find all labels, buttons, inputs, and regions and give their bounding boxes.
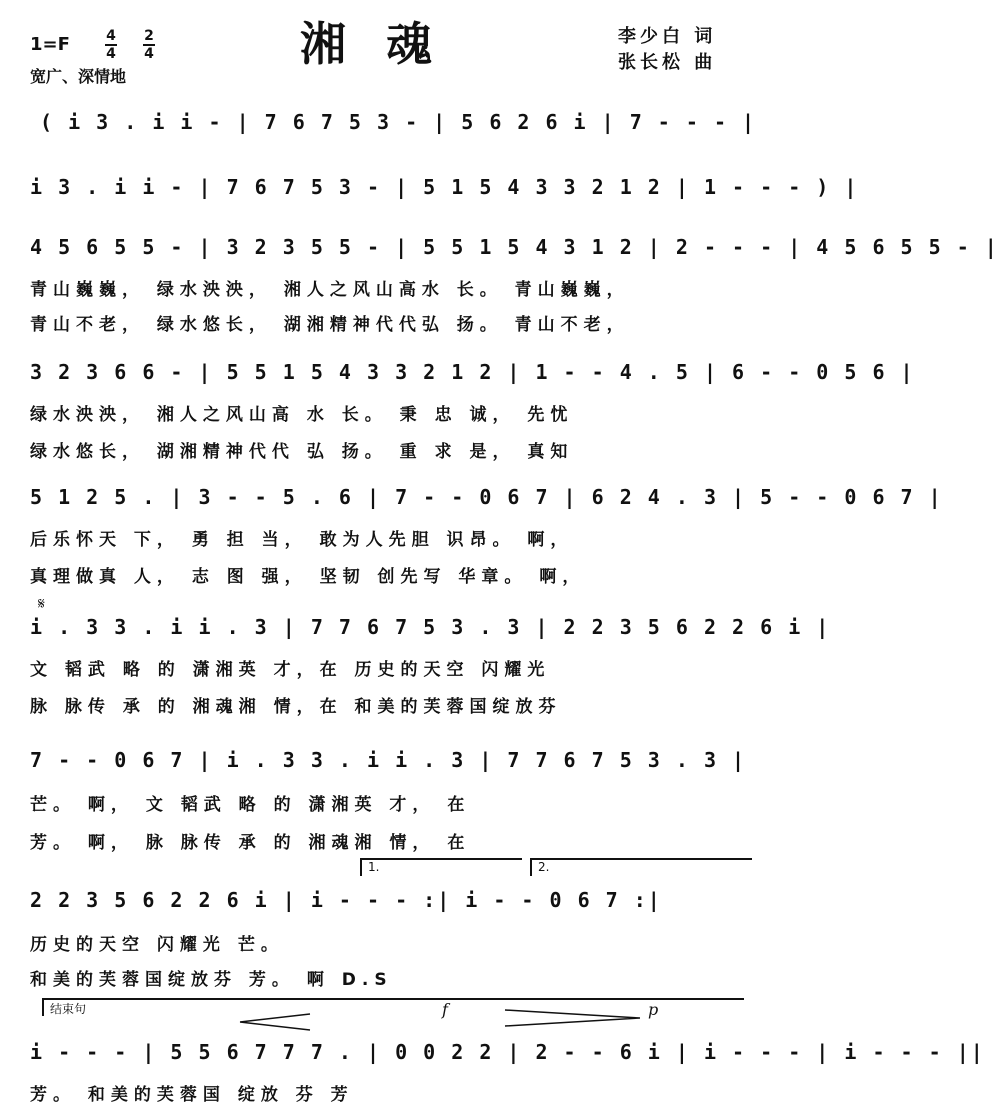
meter1-bottom: 4 — [106, 46, 116, 62]
dynamic-forte: f — [442, 1000, 448, 1019]
tempo-marking: 宽广、深情地 — [30, 67, 127, 86]
segno-sign: 𝄋 — [38, 594, 45, 613]
volta-bracket-1 — [360, 858, 522, 876]
lyrics-row-4-verse-2: 绿水悠长， 湖湘精神代代 弘 扬。 重 求 是， 真知 — [30, 442, 574, 462]
meter2-top: 2 — [144, 28, 154, 44]
time-signature — [105, 28, 155, 62]
notation-row-1: ( i 3 . i i - | 7 6 7 5 3 - | 5 6 2 6 i | 7 - - - | — [40, 110, 757, 134]
lyrics-row-4-verse-1: 绿水泱泱， 湘人之风山高 水 长。 秉 忠 诚， 先忧 — [30, 405, 574, 425]
dynamic-piano: p — [648, 1000, 659, 1019]
notation-row-2: i 3 . i i - | 7 6 7 5 3 - | 5 1 5 4 3 3 2 1 2 | 1 - - - ) | — [30, 175, 859, 199]
crescendo-hairpin — [240, 1014, 310, 1030]
dynamics-hairpins — [240, 1000, 760, 1040]
lyricist-credit: 李少白 词 — [618, 26, 717, 47]
meter2-bottom: 4 — [144, 46, 154, 62]
lyrics-row-7-verse-1: 芒。 啊， 文 韬武 略 的 潇湘英 才， 在 — [30, 795, 471, 815]
lyrics-row-7-verse-2: 芳。 啊， 脉 脉传 承 的 湘魂湘 情， 在 — [30, 833, 471, 853]
notation-row-6: i . 3 3 . i i . 3 | 7 7 6 7 5 3 . 3 | 2 2 3 5 6 2 2 6 i | — [30, 615, 831, 639]
lyrics-row-3-verse-2: 青山不老， 绿水悠长， 湖湘精神代代弘 扬。 青山不老， — [30, 315, 630, 335]
lyrics-row-5-verse-2: 真理做真 人， 志 图 强， 坚韧 创先写 华章。 啊， — [30, 567, 586, 587]
lyrics-row-9: 芳。 和美的芙蓉国 绽放 芬 芳 — [30, 1085, 354, 1105]
volta-1-label: 1. — [368, 860, 380, 874]
meter-2-4 — [143, 28, 155, 62]
lyrics-row-6-verse-1: 文 韬武 略 的 潇湘英 才，在 历史的天空 闪耀光 — [30, 660, 551, 680]
notation-row-9: i - - - | 5 5 6 7 7 7 . | 0 0 2 2 | 2 - - 6 i | i - - - | i - - - || — [30, 1040, 985, 1064]
composer-credit: 张长松 曲 — [618, 52, 717, 73]
decrescendo-hairpin — [505, 1010, 640, 1026]
meter-4-4 — [105, 28, 117, 62]
coda-label: 结束句 — [50, 1002, 87, 1016]
notation-row-3: 4 5 6 5 5 - | 3 2 3 5 5 - | 5 5 1 5 4 3 1 2 | 2 - - - | 4 5 6 5 5 - | — [30, 235, 999, 259]
lyrics-row-6-verse-2: 脉 脉传 承 的 湘魂湘 情，在 和美的芙蓉国绽放芬 — [30, 697, 562, 717]
volta-bracket-2 — [530, 858, 752, 876]
key-signature: 1=F — [30, 34, 70, 55]
volta-2-label: 2. — [538, 860, 550, 874]
notation-row-4: 3 2 3 6 6 - | 5 5 1 5 4 3 3 2 1 2 | 1 - - 4 . 5 | 6 - - 0 5 6 | — [30, 360, 915, 384]
lyrics-row-3-verse-1: 青山巍巍， 绿水泱泱， 湘人之风山高水 长。 青山巍巍， — [30, 280, 630, 300]
notation-row-8: 2 2 3 5 6 2 2 6 i | i - - - :| i - - 0 6 7 :| — [30, 888, 662, 912]
lyrics-row-8-verse-2: 和美的芙蓉国绽放芬 芳。 啊 D.S — [30, 970, 393, 990]
meter1-top: 4 — [106, 28, 116, 44]
lyrics-row-5-verse-1: 后乐怀天 下， 勇 担 当， 敢为人先胆 识昂。 啊， — [30, 530, 574, 550]
song-title: 湘魂 — [300, 17, 472, 71]
notation-row-7: 7 - - 0 6 7 | i . 3 3 . i i . 3 | 7 7 6 7 5 3 . 3 | — [30, 748, 747, 772]
lyrics-row-8-verse-1: 历史的天空 闪耀光 芒。 — [30, 935, 284, 955]
notation-row-5: 5 1 2 5 . | 3 - - 5 . 6 | 7 - - 0 6 7 | 6 2 4 . 3 | 5 - - 0 6 7 | — [30, 485, 943, 509]
